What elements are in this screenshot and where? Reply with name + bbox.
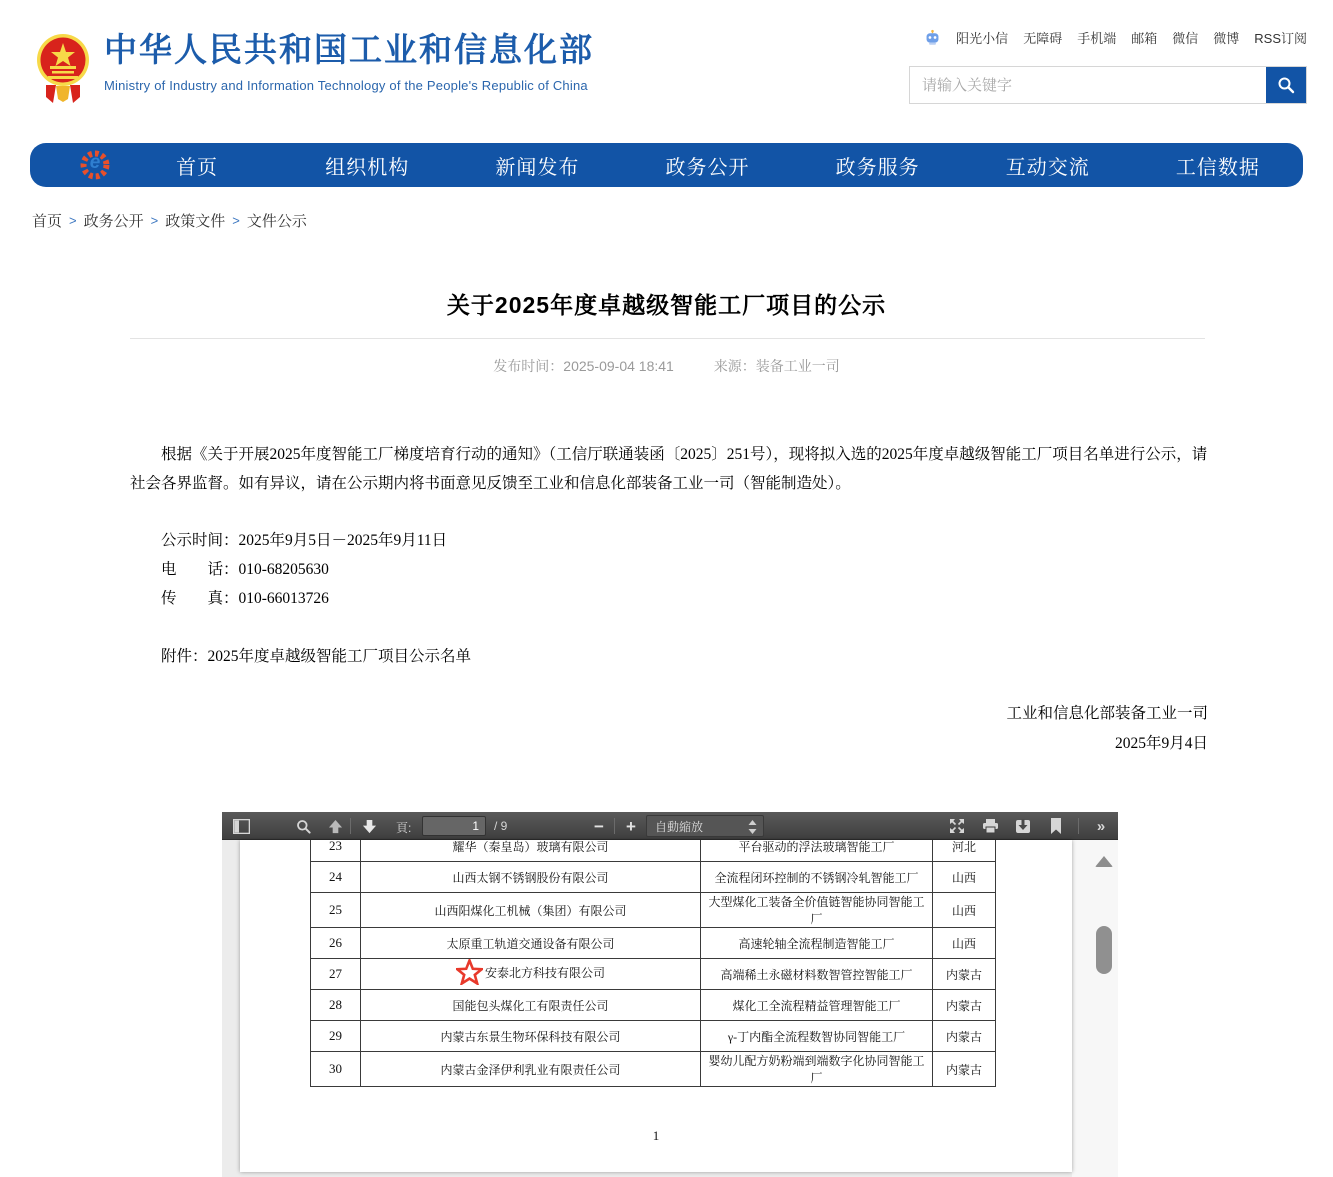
- breadcrumb-item[interactable]: 政务公开: [83, 213, 144, 230]
- search-input[interactable]: [910, 67, 1266, 103]
- breadcrumb-separator: >: [69, 213, 77, 228]
- table-row: [311, 840, 996, 862]
- cell-project: 煤化工全流程精益管理智能工厂: [701, 990, 933, 1021]
- cell-number: 25: [311, 893, 361, 928]
- cell-province: 内蒙古: [933, 990, 996, 1021]
- pdf-scrollbar-track[interactable]: [1072, 840, 1118, 1177]
- table-row: [311, 1052, 996, 1087]
- smart-factory-table: [310, 840, 996, 1087]
- cell-province: 山西: [933, 862, 996, 893]
- zoom-in-button[interactable]: [620, 815, 642, 837]
- title-divider: [130, 338, 1205, 339]
- cell-project: 大型煤化工装备全价值链智能协同智能工厂: [701, 893, 933, 928]
- miit-gear-logo: [78, 148, 112, 182]
- sidebar-toggle-icon: [233, 819, 250, 834]
- article-paragraph: 根据《关于开展2025年度智能工厂梯度培育行动的通知》（工信厅联通装函〔2025〕251号），现将拟入选的2025年度卓越级智能工厂项目名单进行公示，请社会各界监督。如有异议，请在公示期内将书面意见反馈至工业和信息化部装备工业一司（智能制造处）。: [130, 446, 1208, 492]
- page-down-button[interactable]: [358, 815, 380, 837]
- print-button[interactable]: [979, 815, 1001, 837]
- article-info-line: 电 话：010-68205630: [161, 561, 329, 578]
- fullscreen-icon: [949, 818, 965, 834]
- cell-province: 河北: [933, 840, 996, 862]
- breadcrumb-separator: >: [150, 213, 159, 228]
- article-body: [130, 440, 1208, 759]
- site-search: [909, 66, 1307, 104]
- cell-province: 内蒙古: [933, 959, 996, 990]
- search-icon: [296, 819, 311, 834]
- breadcrumb-item[interactable]: 政策文件: [165, 213, 226, 230]
- zoom-out-icon: −: [594, 816, 604, 836]
- pdf-page-number: 1: [652, 1128, 660, 1143]
- quick-link[interactable]: 手机端: [1077, 31, 1117, 46]
- quick-link[interactable]: 阳光小信: [956, 31, 1009, 46]
- page-label: 頁:: [396, 821, 412, 835]
- page-total: / 9: [494, 819, 508, 833]
- article-info-line: 公示时间：2025年9月5日－2025年9月11日: [161, 532, 448, 549]
- search-icon: [1277, 76, 1295, 94]
- cell-company: 国能包头煤化工有限责任公司: [361, 990, 701, 1021]
- download-icon: [1015, 818, 1031, 834]
- cell-number: 23: [311, 840, 361, 862]
- article-source: 来源：装备工业一司: [713, 358, 840, 374]
- more-tools-icon: »: [1096, 817, 1106, 835]
- page-down-icon: [362, 819, 377, 834]
- zoom-in-icon: +: [626, 816, 636, 836]
- pdf-page: [240, 840, 1072, 1172]
- cell-province: 内蒙古: [933, 1052, 996, 1087]
- article-info-line: 传 真：010-66013726: [161, 590, 329, 607]
- cell-number: 26: [311, 928, 361, 959]
- cell-province: 内蒙古: [933, 1021, 996, 1052]
- more-tools-button[interactable]: [1090, 815, 1112, 837]
- article-meta: [0, 356, 1333, 376]
- quick-link[interactable]: 邮箱: [1131, 31, 1158, 46]
- page-title: 关于2025年度卓越级智能工厂项目的公示: [446, 292, 887, 318]
- cell-number: 24: [311, 862, 361, 893]
- cell-company: 太原重工轨道交通设备有限公司: [361, 928, 701, 959]
- pdf-body: [222, 840, 1118, 1177]
- page-number-input[interactable]: [422, 816, 486, 836]
- cell-company: [361, 959, 701, 990]
- toolbar-separator: [1078, 818, 1079, 834]
- table-row: [311, 928, 996, 959]
- breadcrumb-separator: >: [232, 213, 240, 228]
- bookmark-button[interactable]: [1045, 815, 1067, 837]
- company-with-star: [456, 959, 605, 985]
- presentation-mode-button[interactable]: [946, 815, 968, 837]
- zoom-select-value: 自動縮放: [655, 819, 704, 834]
- sidebar-toggle-button[interactable]: [230, 815, 252, 837]
- site-title-zh: 中华人民共和国工业和信息化部: [104, 31, 594, 68]
- cell-project: 高端稀土永磁材料数智管控智能工厂: [701, 959, 933, 990]
- cell-project: 平台驱动的浮法玻璃智能工厂: [701, 840, 933, 862]
- cell-number: 27: [311, 959, 361, 990]
- page-up-button[interactable]: [324, 815, 346, 837]
- pdf-viewer: [222, 812, 1118, 1177]
- table-row: [311, 1021, 996, 1052]
- article-info-lines: [161, 526, 1208, 613]
- quick-link[interactable]: 微博: [1213, 31, 1240, 46]
- nav-item-组织机构[interactable]: 组织机构: [325, 156, 410, 179]
- cell-company: 内蒙古东景生物环保科技有限公司: [361, 1021, 701, 1052]
- cell-project: 全流程闭环控制的不锈钢冷轧智能工厂: [701, 862, 933, 893]
- toolbar-separator: [350, 818, 351, 834]
- cell-project: 高速轮轴全流程制造智能工厂: [701, 928, 933, 959]
- zoom-out-button[interactable]: [588, 815, 610, 837]
- cell-company: 山西阳煤化工机械（集团）有限公司: [361, 893, 701, 928]
- breadcrumb: [32, 210, 307, 231]
- company-name: 安泰北方科技有限公司: [484, 965, 605, 980]
- quick-link[interactable]: 无障碍: [1023, 31, 1063, 46]
- cell-province: 山西: [933, 893, 996, 928]
- national-emblem-logo: [36, 33, 90, 103]
- quick-link[interactable]: 微信: [1172, 31, 1199, 46]
- pdf-toolbar: [222, 812, 1118, 840]
- signature-date: 2025年9月4日: [1114, 735, 1208, 752]
- cell-company: 耀华（秦皇岛）玻璃有限公司: [361, 840, 701, 862]
- download-button[interactable]: [1012, 815, 1034, 837]
- signature-block: [130, 699, 1208, 759]
- toolbar-separator: [614, 818, 615, 834]
- toolbar-right-group: [946, 815, 1112, 837]
- cell-number: 28: [311, 990, 361, 1021]
- cell-company: 内蒙古金泽伊利乳业有限责任公司: [361, 1052, 701, 1087]
- table-row: [311, 990, 996, 1021]
- nav-item-新闻发布[interactable]: 新闻发布: [495, 156, 580, 179]
- pdf-search-button[interactable]: [292, 815, 314, 837]
- robot-icon: [924, 29, 941, 46]
- publish-time: 发布时间：2025-09-04 18:41: [493, 358, 674, 374]
- cell-province: 山西: [933, 928, 996, 959]
- print-icon: [982, 818, 999, 834]
- nav-items: [112, 151, 1303, 180]
- search-button[interactable]: [1266, 67, 1306, 103]
- cell-number: 29: [311, 1021, 361, 1052]
- signature-org: 工业和信息化部装备工业一司: [1006, 705, 1208, 722]
- table-row: [311, 959, 996, 990]
- site-titles: [104, 30, 594, 93]
- breadcrumb-item[interactable]: 首页: [32, 213, 63, 230]
- attachment-line[interactable]: 附件：2025年度卓越级智能工厂项目公示名单: [161, 648, 472, 665]
- quick-links: [909, 28, 1307, 47]
- cell-company: 山西太钢不锈钢股份有限公司: [361, 862, 701, 893]
- cell-number: 30: [311, 1052, 361, 1087]
- nav-item-政务服务[interactable]: 政务服务: [835, 156, 920, 179]
- gear-logo-letter: e: [89, 152, 101, 173]
- nav-item-工信数据[interactable]: 工信数据: [1175, 156, 1260, 179]
- bookmark-icon: [1050, 818, 1062, 834]
- chevron-up-down-icon: [748, 820, 757, 834]
- zoom-select[interactable]: [646, 815, 764, 837]
- table-row: [311, 862, 996, 893]
- site-header-brand: [36, 30, 594, 103]
- page-up-icon: [328, 819, 343, 834]
- breadcrumb-item[interactable]: 文件公示: [246, 213, 307, 230]
- nav-item-互动交流[interactable]: 互动交流: [1005, 156, 1090, 179]
- cell-project: γ-丁内酯全流程数智协同智能工厂: [701, 1021, 933, 1052]
- nav-item-政务公开[interactable]: 政务公开: [665, 156, 750, 179]
- star-icon: [456, 959, 483, 985]
- cell-project: 婴幼儿配方奶粉端到端数字化协同智能工厂: [701, 1052, 933, 1087]
- pdf-scrollbar-thumb[interactable]: [1096, 926, 1112, 974]
- header-utility: [909, 28, 1307, 104]
- nav-item-首页[interactable]: 首页: [176, 156, 219, 179]
- table-row: [311, 893, 996, 928]
- quick-link[interactable]: RSS订阅: [1254, 31, 1307, 46]
- main-nav: [30, 143, 1303, 187]
- scroll-up-icon[interactable]: [1095, 856, 1113, 867]
- site-title-en: Ministry of Industry and Information Technology of the People's Republic of China: [104, 78, 588, 93]
